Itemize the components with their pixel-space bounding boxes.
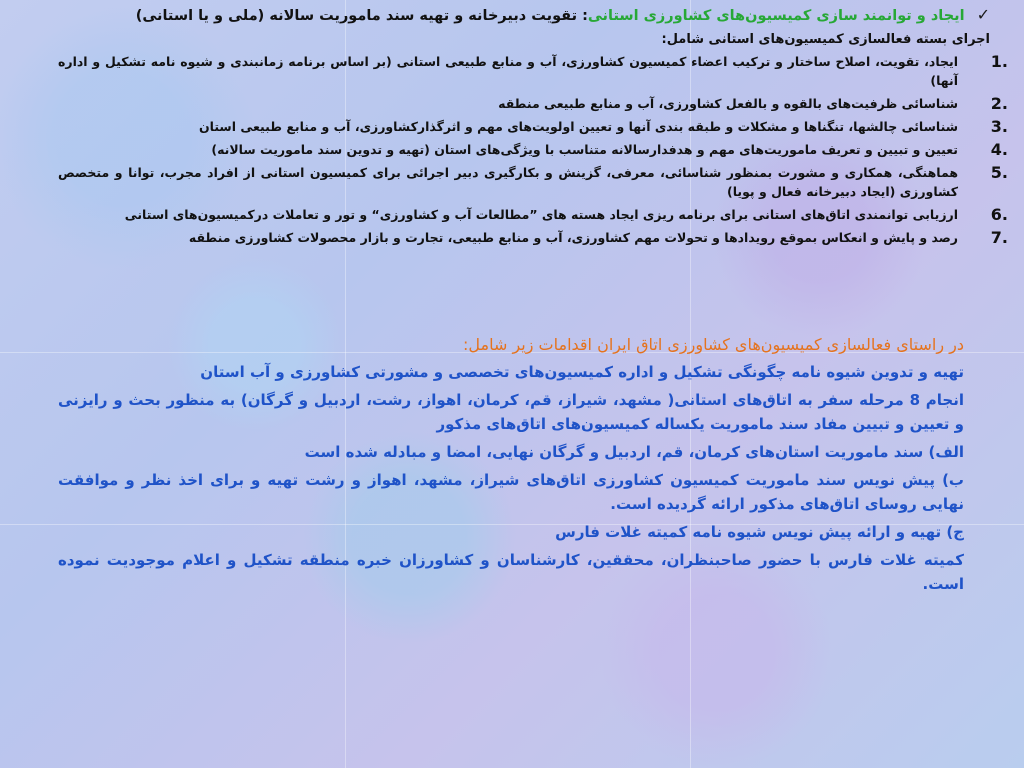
list-item-text: رصد و پایش و انعکاس بموقع رویدادها و تحولات مهم کشاورزی، آب و منابع طبیعی، تجارت و بازار محصولات کشاورزی منطقه xyxy=(188,230,958,245)
list-item xyxy=(58,94,1008,113)
list-item-text: ایجاد، تقویت، اصلاح ساختار و ترکیب اعضاء کمیسیون کشاورزی، آب و منابع طبیعی استانی (بر اساس برنامه زمانبندی و شیوه نامه تشکیل و اداره آنها) xyxy=(58,54,958,88)
list-item-text: هماهنگی، همکاری و مشورت بمنظور شناسائی، معرفی، گزینش و بکارگیری دبیر اجرائی برای کمیسیون استانی از افراد مجرب، توانا و متخصص کشاورزی (ایجاد دبیرخانه فعال و پویا) xyxy=(58,165,958,199)
list-item-text: شناسائی چالشها، تنگناها و مشکلات و طبقه بندی آنها و تعیین اولویت‌های مهم و اثرگذارکشاورزی، آب و منابع طبیعی استان xyxy=(198,119,958,134)
headline-dark: : تقویت دبیرخانه و تهیه سند ماموریت سالانه (ملی و یا استانی) xyxy=(135,8,588,24)
list-item-text: ارزیابی توانمندی اتاق‌های استانی برای برنامه ریزی ایجاد هسته های ”مطالعات آب و کشاورزی“ و تور و تعاملات درکمیسیون‌های استانی xyxy=(124,207,958,222)
list-number: 1. xyxy=(990,52,1008,71)
actions-heading: در راستای فعالسازی کمیسیون‌های کشاورزی اتاق ایران اقدامات زیر شامل: xyxy=(463,335,964,354)
list-item xyxy=(58,117,1008,136)
list-number: 7. xyxy=(990,228,1008,247)
list-number: 4. xyxy=(990,140,1008,159)
list-item xyxy=(58,140,1008,159)
action-paragraph: انجام 8 مرحله سفر به اتاق‌های استانی( مشهد، شیراز، قم، کرمان، اهواز، رشت، اردبیل و گرگان) به منظور بحث و رایزنی و تعیین و تبیین مفاد سند ماموریت یکساله کمیسیون‌های اتاق‌های مذکور xyxy=(58,391,964,433)
list-number: 2. xyxy=(990,94,1008,113)
action-paragraph: کمیته غلات فارس با حضور صاحبنظران، محققین، کارشناسان و کشاورزان خبره منطقه تشکیل و اعلام موجودیت نموده است. xyxy=(58,551,964,593)
check-icon: ✓ xyxy=(976,5,990,24)
action-paragraph: الف) سند ماموریت استان‌های کرمان، قم، اردبیل و گرگان نهایی، امضا و مبادله شده است xyxy=(304,443,964,461)
action-paragraph: ب) پیش نویس سند ماموریت کمیسیون کشاورزی اتاق‌های شیراز، مشهد، اهواز و رشت تهیه و برای اخذ نظر و موافقت نهایی روسای اتاق‌های مذکور ارائه گردیده است. xyxy=(58,471,964,513)
list-item xyxy=(58,205,1008,224)
list-number: 6. xyxy=(990,205,1008,224)
list-number: 3. xyxy=(990,117,1008,136)
list-item xyxy=(58,52,1008,90)
numbered-list xyxy=(58,52,1008,247)
list-item xyxy=(58,228,1008,247)
action-paragraph: تهیه و تدوین شیوه نامه چگونگی تشکیل و اداره کمیسیون‌های تخصصی و مشورتی کشاورزی و آب استان xyxy=(200,363,964,381)
list-item-text: شناسائی ظرفیت‌های بالقوه و بالفعل کشاورزی، آب و منابع طبیعی منطقه xyxy=(498,96,958,111)
list-number: 5. xyxy=(990,163,1008,182)
headline xyxy=(58,4,990,27)
subheading: اجرای بسته فعالسازی کمیسیون‌های استانی شامل: xyxy=(661,32,990,47)
action-paragraph: ج) تهیه و ارائه پیش نویس شیوه نامه کمیته غلات فارس xyxy=(555,523,964,541)
list-item-text: تعیین و تبیین و تعریف ماموریت‌های مهم و هدفدارسالانه متناسب با ویژگی‌های استان (تهیه و تدوین سند ماموریت سالانه) xyxy=(211,142,958,157)
actions-section xyxy=(58,332,964,600)
list-item xyxy=(58,163,1008,201)
headline-green: ایجاد و توانمند سازی کمیسیون‌های کشاورزی استانی xyxy=(587,8,965,24)
